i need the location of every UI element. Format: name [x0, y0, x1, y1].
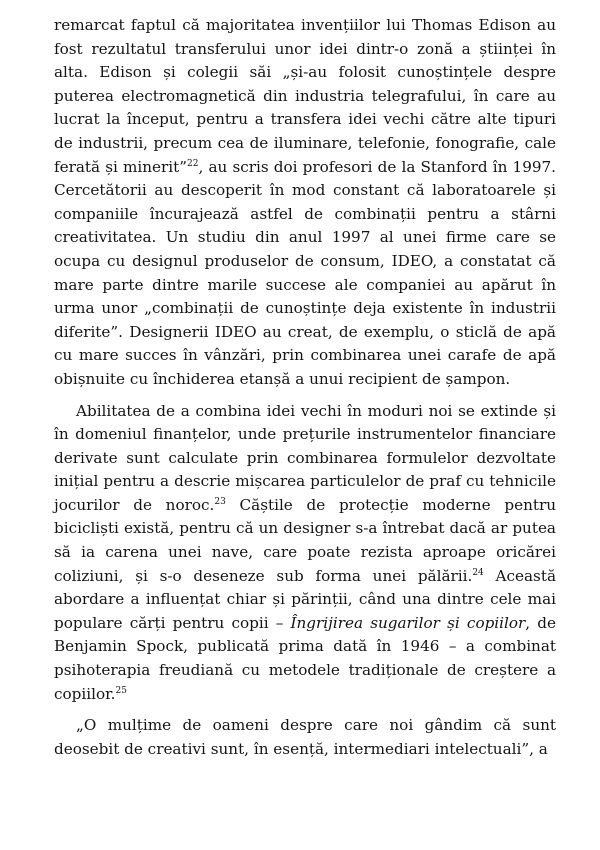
paragraph [54, 400, 556, 707]
footnote-ref: 22 [187, 158, 199, 169]
text-run: Abilitatea de a combina idei vechi în moduri noi se extinde și în domeniul finanțelor, unde prețurile instrumentelor financiare derivate sunt calculate prin combinarea formulelor dezvoltate inițial pentru a descrie mișcarea particulelor de praf cu tehnicile jocurilor de noroc. [54, 401, 556, 514]
text-run: , de Benjamin Spock, publicată prima dată în 1946 – a combinat psihoterapia freudiană cu metodele tradiționale de creștere a copiilor. [54, 613, 557, 703]
body-text [54, 14, 556, 761]
paragraph [54, 14, 556, 392]
footnote-ref: 24 [472, 567, 484, 578]
text-run: „O mulțime de oameni despre care noi gândim că sunt deosebit de creativi sunt, în esență, intermediari intelectuali”, a [54, 716, 556, 758]
text-run: Căștile de protecție moderne pentru bicicliști există, pentru că un designer s-a întrebat dacă ar putea să ia carena unei nave, care poate rezista aproape oricărei coliziuni, și s-o deseneze sub forma unei pălării. [54, 495, 556, 585]
paragraph [54, 714, 556, 761]
text-run: Această abordare a influențat chiar și părinții, când una dintre cele mai populare cărți pentru copii – [54, 566, 556, 632]
text-run: remarcat faptul că majoritatea invențiilor lui Thomas Edison au fost rezultatul transferului unor idei dintr-o zonă a științei în alta. Edison și colegii săi „și-au folosit cunoștințele despre puterea electromagnetică din industria telegrafului, în care au lucrat la început, pentru a transfera idei vechi către alte tipuri de industrii, precum cea de iluminare, telefonie, fonografie, cale ferată și minerit” [54, 16, 556, 176]
text-run: , au scris doi profesori de la Stanford în 1997. Cercetătorii au descoperit în mod constant că laboratoarele și companiile încurajează astfel de combinații pentru a stârni creativitatea. Un studiu din anul 1997 al unei firme care se ocupa cu designul produselor de consum, IDEO, a constatat că mare parte dintre marile succese ale companiei au apărut în urma unor „combinații de cunoștințe deja existente în industrii diferite”. Designerii IDEO au creat, de exemplu, o sticlă de apă cu mare succes în vânzări, prin combinarea unei carafe de apă obișnuite cu închiderea etanșă a unui recipient de șampon. [54, 157, 557, 388]
footnote-ref: 25 [115, 685, 127, 696]
footnote-ref: 23 [214, 496, 226, 507]
book-title: Îngrijirea sugarilor și copiilor [290, 613, 526, 632]
